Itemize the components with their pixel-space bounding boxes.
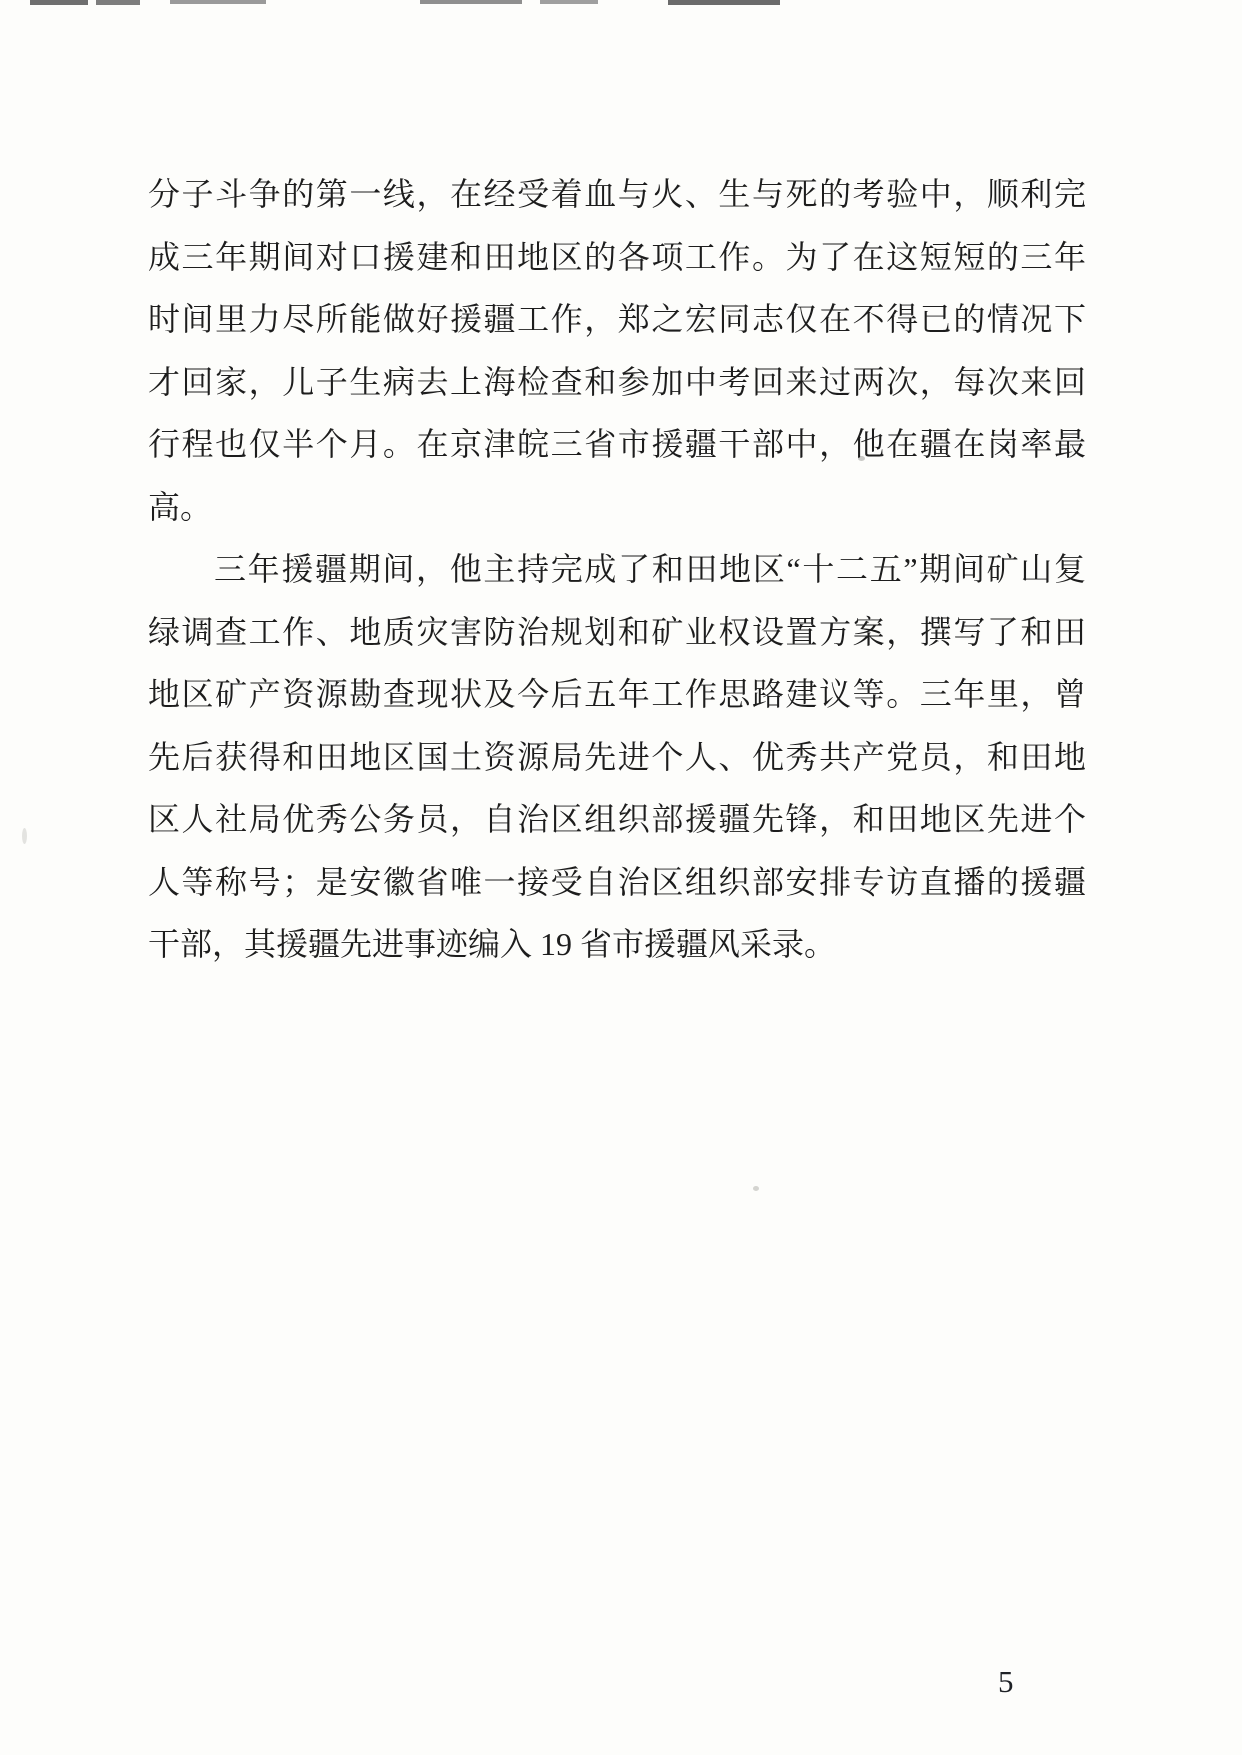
scan-artifact-top bbox=[540, 0, 598, 4]
text-line: 时间里力尽所能做好援疆工作，郑之宏同志仅在不得已的情况下 bbox=[148, 301, 1086, 337]
text-line: 分子斗争的第一线，在经受着血与火、生与死的考验中，顺利完 bbox=[148, 176, 1086, 212]
scan-artifact-top bbox=[668, 0, 780, 5]
text-line: 先后获得和田地区国土资源局先进个人、优秀共产党员，和田地 bbox=[148, 738, 1086, 775]
text-line: 行程也仅半个月。在京津皖三省市援疆干部中，他在疆在岗率最 bbox=[148, 426, 1086, 462]
scan-speck bbox=[22, 828, 27, 844]
text-line: 才回家，儿子生病去上海检查和参加中考回来过两次，每次来回 bbox=[148, 363, 1086, 400]
scan-artifact-top bbox=[420, 0, 522, 4]
text-line: 地区矿产资源勘查现状及今后五年工作思路建议等。三年里，曾 bbox=[148, 676, 1086, 712]
scan-artifact-top bbox=[96, 0, 140, 5]
text-line: 成三年期间对口援建和田地区的各项工作。为了在这短短的三年 bbox=[148, 238, 1086, 275]
scan-artifact-top bbox=[30, 0, 88, 5]
page-number: 5 bbox=[998, 1664, 1014, 1699]
text-line: 人等称号；是安徽省唯一接受自治区组织部安排专访直播的援疆 bbox=[148, 863, 1086, 900]
text-line: 区人社局优秀公务员，自治区组织部援疆先锋，和田地区先进个 bbox=[148, 801, 1086, 837]
text-line: 绿调查工作、地质灾害防治规划和矿业权设置方案，撰写了和田 bbox=[148, 613, 1086, 650]
document-body bbox=[148, 163, 1086, 976]
scan-artifact-top bbox=[170, 0, 266, 4]
scan-speck bbox=[753, 1186, 759, 1191]
text-line: 高。 bbox=[148, 488, 213, 525]
text-line: 干部，其援疆先进事迹编入 19 省市援疆风采录。 bbox=[148, 926, 837, 962]
text-line: 三年援疆期间，他主持完成了和田地区“十二五”期间矿山复 bbox=[214, 551, 1086, 587]
